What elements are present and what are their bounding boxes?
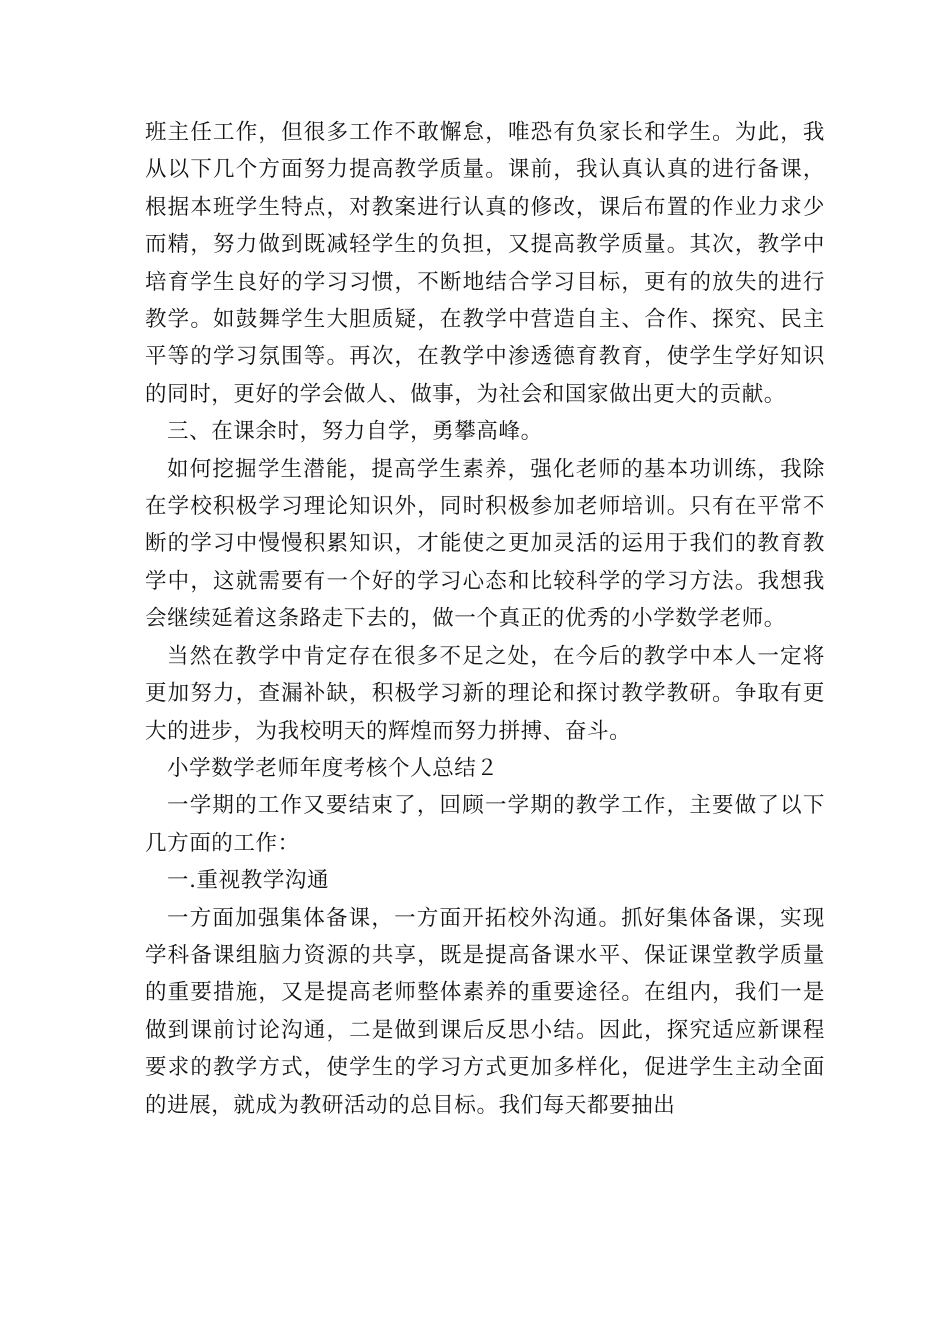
document-subtitle: 小学数学老师年度考核个人总结２ (167, 755, 499, 781)
section-heading-self-study: 三、在课余时，努力自学，勇攀高峰。 (167, 419, 543, 445)
section-heading-communication: 一.重视教学沟通 (167, 868, 330, 894)
paragraph-shortcomings: 当然在教学中肯定存在很多不足之处，在今后的教学中本人一定将更加努力，查漏补缺，积极学习新的理论和探讨教学教研。争取有更大的进步，为我校明天的辉煌而努力拼搏、奋斗。 (145, 643, 825, 744)
paragraph-semester-review: 一学期的工作又要结束了，回顾一学期的教学工作，主要做了以下几方面的工作： (145, 793, 825, 856)
paragraph-class-work: 班主任工作，但很多工作不敢懈怠，唯恐有负家长和学生。为此，我从以下几个方面努力提高教学质量。课前，我认真认真的进行备课，根据本班学生特点，对教案进行认真的修改，课后布置的作业力求少而精，努力做到既减轻学生的负担，又提高教学质量。其次，教学中培育学生良好的学习习惯，不断地结合学习目标，更有的放失的进行教学。如鼓舞学生大胆质疑，在教学中营造自主、合作、探究、民主平等的学习氛围等。再次，在教学中渗透德育教育，使学生学好知识的同时，更好的学会做人、做事，为社会和国家做出更大的贡献。 (145, 120, 825, 407)
paragraph-collective-lesson-prep: 一方面加强集体备课，一方面开拓校外沟通。抓好集体备课，实现学科备课组脑力资源的共享，既是提高备课水平、保证课堂教学质量的重要措施，又是提高老师整体素养的重要途径。在组内，我们一是做到课前讨论沟通，二是做到课后反思小结。因此，探究适应新课程要求的教学方式，使学生的学习方式更加多样化，促进学生主动全面的进展，就成为教研活动的总目标。我们每天都要抽出 (145, 905, 825, 1118)
document-body (145, 114, 825, 1124)
paragraph-self-study: 如何挖掘学生潜能，提高学生素养，强化老师的基本功训练，我除在学校积极学习理论知识外，同时积极参加老师培训。只有在平常不断的学习中慢慢积累知识，才能使之更加灵活的运用于我们的教育教学中，这就需要有一个好的学习心态和比较科学的学习方法。我想我会继续延着这条路走下去的，做一个真正的优秀的小学数学老师。 (145, 456, 825, 632)
